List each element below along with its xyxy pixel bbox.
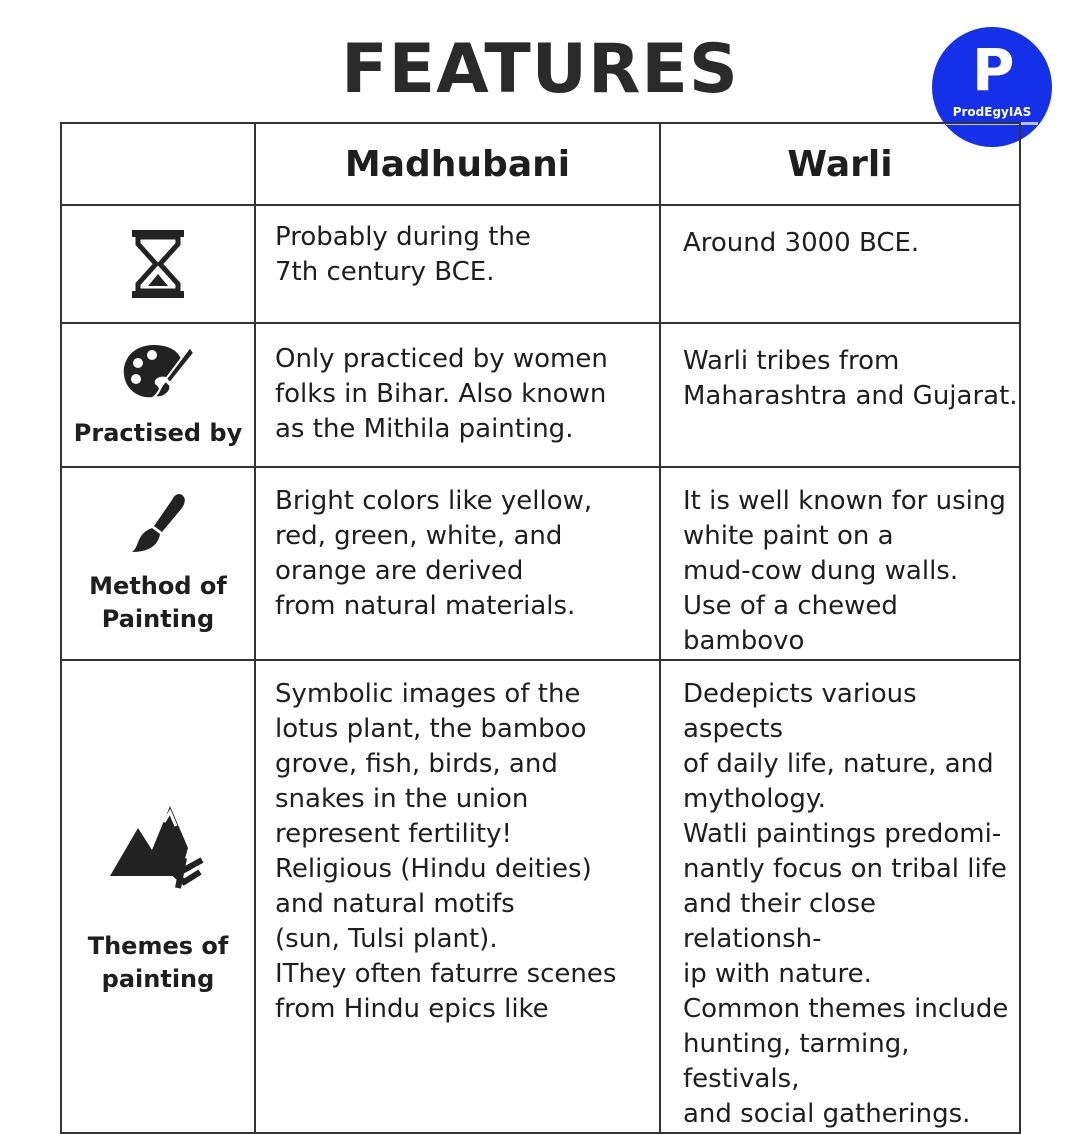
madhubani-text: Probably during the 7th century BCE. (275, 222, 531, 287)
madhubani-text: Symbolic images of the lotus plant, the bamboo grove, fish, birds, and snakes in the union represent fertility! Religious (Hindu deities) and natural motifs (sun, Tulsi plant). IThey often faturre scenes from Hindu epics like (275, 679, 617, 1024)
row-label: Practised by (73, 418, 243, 447)
madhubani-cell (255, 323, 660, 467)
table-row (61, 660, 1020, 1133)
palette-icon (120, 341, 196, 403)
header-empty (61, 123, 255, 205)
table-row (61, 205, 1020, 323)
row-label-cell (61, 660, 255, 1133)
comparison-table (60, 122, 1021, 1134)
madhubani-cell (255, 467, 660, 660)
warli-text: Dedepicts various aspects of daily life, nature, and mythology. Watli paintings predomi- nantly focus on tribal life and their close relationsh- ip with nature. Common themes include hunting, tarming, festivals, and social gatherings. (683, 679, 1009, 1129)
warli-text: Around 3000 BCE. (683, 228, 920, 258)
table-header-row (61, 123, 1020, 205)
madhubani-cell (255, 205, 660, 323)
warli-cell (660, 205, 1020, 323)
row-label-cell (61, 205, 255, 323)
table-row (61, 467, 1020, 660)
row-label-cell (61, 323, 255, 467)
page-title: FEATURES (341, 30, 739, 109)
warli-cell (660, 323, 1020, 467)
logo-p-mark: P (972, 36, 1015, 104)
madhubani-cell (255, 660, 660, 1133)
madhubani-text: Only practiced by women folks in Bihar. Also known as the Mithila painting. (275, 344, 608, 444)
header-warli: Warli (660, 123, 1020, 205)
table-row (61, 323, 1020, 467)
warli-text: It is well known for using white paint on a mud-cow dung walls. Use of a chewed bambovo (683, 486, 1006, 656)
hourglass-icon (128, 228, 188, 300)
row-label-cell (61, 467, 255, 660)
warli-cell (660, 660, 1020, 1133)
header-madhubani: Madhubani (255, 123, 660, 205)
row-label: Themes of painting (87, 931, 229, 993)
row-label: Method of Painting (89, 571, 227, 633)
paintbrush-icon (128, 492, 188, 556)
warli-text: Warli tribes from Maharashtra and Gujarat. (683, 346, 1018, 411)
warli-cell (660, 467, 1020, 660)
madhubani-text: Bright colors like yellow, red, green, white, and orange are derived from natural materials. (275, 486, 593, 621)
mountain-icon (108, 798, 208, 890)
logo-brand-name: ProdEgyIAS (952, 105, 1032, 119)
